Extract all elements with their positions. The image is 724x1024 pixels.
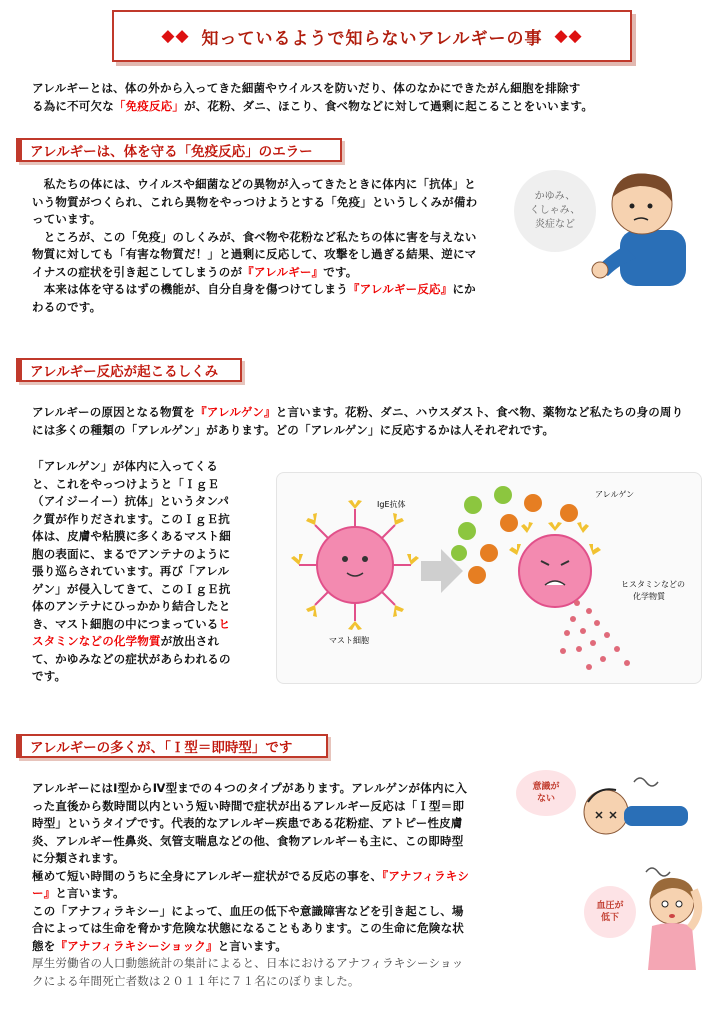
section3-p3-end: と言います。 bbox=[217, 938, 287, 953]
boy-eye-right bbox=[648, 204, 653, 209]
allergen-highlight: 『アレルゲン』 bbox=[195, 405, 276, 419]
symptom-bubble bbox=[514, 170, 596, 252]
section1-body bbox=[32, 176, 484, 316]
title-diamonds-right: ◆◆ bbox=[554, 26, 583, 46]
fainted-face bbox=[584, 790, 628, 834]
bubble-line-1: かゆみ、 bbox=[534, 191, 576, 202]
bubble2-line-2: 低下 bbox=[600, 913, 619, 923]
allergy-highlight: 『アレルギー』 bbox=[242, 264, 324, 279]
mast-cell-label: マスト細胞 bbox=[329, 636, 369, 645]
intro-text-end: が、花粉、ダニ、ほこり、食べ物などに対して過剰に起こることをいいます。 bbox=[184, 98, 594, 113]
section1-p2 bbox=[32, 229, 484, 282]
section-heading-immune-error: アレルギーは、体を守る「免疫反応」のエラー bbox=[16, 138, 342, 162]
intro-paragraph bbox=[32, 80, 692, 115]
section3-p2-text: 極めて短い時間のうちに全身にアレルギー症状がでる反応の事を、 bbox=[32, 868, 383, 883]
section2-intro bbox=[32, 404, 692, 439]
section3-p2 bbox=[32, 868, 472, 903]
bubble1-line-1: 意識が bbox=[532, 782, 560, 792]
itchy-boy-illustration bbox=[590, 166, 700, 286]
boy-hand bbox=[592, 262, 608, 278]
section3-p4: 厚生労働省の人口動態統計の集計によると、日本におけるアナフィラキシーショックによる年間死亡者数は２０１１年に７１名にのぼりました。 bbox=[32, 956, 464, 988]
mast-cell-after bbox=[509, 522, 601, 607]
mast-cell-figure bbox=[276, 472, 702, 684]
intro-line-2 bbox=[32, 98, 692, 116]
allergen-label: アレルゲン bbox=[595, 490, 635, 499]
mast-cell-before bbox=[291, 500, 419, 630]
mast-cell-diagram bbox=[277, 473, 701, 683]
section2-body bbox=[32, 458, 240, 686]
title-diamonds-left: ◆◆ bbox=[161, 26, 190, 46]
blood-pressure-bubble bbox=[584, 886, 636, 938]
section2-intro-end: と言います。花粉、ダニ、ハウスダスト、食べ物、薬物など私たちの身の周りには多くの種類の「アレルゲン」があります。どの「アレルゲン」に反応するかは人それぞれです。 bbox=[32, 405, 684, 437]
section1-p2-text: ところが、この「免疫」のしくみが、食べ物や花粉など私たちの体に害を与えない物質に対しても「有害な物質だ！」と過剰に反応して、攻撃をし過ぎる結果、逆にマイナスの症状を引き起こしてしまうのが bbox=[32, 229, 477, 279]
page-title-box bbox=[112, 10, 632, 62]
section3-p3 bbox=[32, 903, 472, 956]
fainted-person-illustration bbox=[578, 772, 698, 842]
histamine-particles bbox=[560, 600, 630, 670]
woman-dress bbox=[648, 923, 696, 970]
intro-highlight: 「免疫反応」 bbox=[113, 98, 185, 113]
allergy-reaction-highlight: 『アレルギー反応』 bbox=[347, 282, 453, 296]
section1-p3-end: にかわるのです。 bbox=[32, 282, 476, 314]
bubble-line-3: 炎症など bbox=[535, 219, 575, 230]
section2-body-text: 「アレルゲン」が体内に入ってくると、これをやっつけようと「ＩｇＥ（アイジーイー）抗体」というタンパク質が作りだされます。このＩｇＥ抗体は、皮膚や粘膜に多くあるマスト細胞の表面に、まるでアンテナのように張り巡らされています。再び「アレルゲン」が侵入してきて、このＩｇＥ抗体のアンテナにひっかかり結合したとき、マスト細胞の中につまっている bbox=[32, 459, 231, 631]
bubble-line-2: くしゃみ、 bbox=[529, 205, 581, 216]
dizzy-swirl bbox=[634, 778, 658, 786]
section3-p2-end: と言います。 bbox=[55, 886, 125, 900]
boy-eye-left bbox=[630, 204, 635, 209]
section1-p3-text: 本来は体を守るはずの機能が、自分自身を傷つけてしまう bbox=[32, 282, 348, 296]
page-title: 知っているようで知らないアレルギーの事 bbox=[201, 28, 543, 49]
bubble1-line-2: ない bbox=[536, 794, 555, 804]
section1-p3 bbox=[32, 281, 484, 316]
unconscious-bubble bbox=[516, 770, 576, 816]
section3-body bbox=[32, 780, 472, 990]
intro-line-1: アレルギーとは、体の外から入ってきた細菌やウイルスを防いだり、体のなかにできたがん細胞を排除す bbox=[32, 81, 581, 95]
anaphylaxis-highlight: 『アナフィラキシー』 bbox=[32, 868, 470, 900]
ige-antibody-label: IgE抗体 bbox=[377, 500, 406, 509]
section3-p3-text: この「アナフィラキシー」によって、血圧の低下や意識障害などを引き起こし、場合によっては生命を脅かす危険な状態になることもあります。この生命に危険な状態を bbox=[32, 903, 464, 953]
bubble2-line-1: 血圧が bbox=[596, 901, 624, 911]
intro-text: る為に不可欠な bbox=[32, 98, 114, 113]
chemical-label-2: 化学物質 bbox=[633, 592, 665, 601]
chemical-label-1: ヒスタミンなどの bbox=[621, 580, 685, 589]
section2-intro-text: アレルギーの原因となる物質を bbox=[32, 405, 196, 419]
woman-eye-right bbox=[676, 901, 682, 907]
histamine-highlight: ヒスタミンなどの化学物質 bbox=[32, 616, 231, 648]
section-heading-mechanism: アレルギー反応が起こるしくみ bbox=[16, 358, 242, 382]
woman-mouth bbox=[669, 914, 675, 918]
fainted-body bbox=[624, 806, 688, 826]
woman-eye-left bbox=[662, 901, 668, 907]
section1-p2-end: です。 bbox=[323, 264, 358, 279]
section3-p1: アレルギーにはⅠ型からⅣ型までの４つのタイプがあります。アレルゲンが体内に入った直後から数時間以内という短い時間で症状が出るアレルギー反応は「Ｉ型＝即時型」というタイプです。代表的なアレルギー疾患である花粉症、アトピー性皮膚炎、アレルギー性鼻炎、気管支喘息などの他、食物アレルギーも主に、この即時型に分類されます。 bbox=[32, 781, 468, 865]
woman-dizzy-swirl bbox=[646, 868, 670, 876]
anaphylaxis-shock-highlight: 『アナフィラキシーショック』 bbox=[55, 938, 218, 953]
section2-body-end: が放出されて、かゆみなどの症状があらわれるのです。 bbox=[32, 634, 231, 683]
section-heading-type1: アレルギーの多くが、「Ｉ型＝即時型」です bbox=[16, 734, 328, 758]
dizzy-woman-illustration bbox=[632, 856, 710, 970]
section1-p1: 私たちの体には、ウイルスや細菌などの異物が入ってきたときに体内に「抗体」という物質がつくられ、これら異物をやっつけようとする「免疫」というしくみが備わっています。 bbox=[32, 177, 478, 226]
